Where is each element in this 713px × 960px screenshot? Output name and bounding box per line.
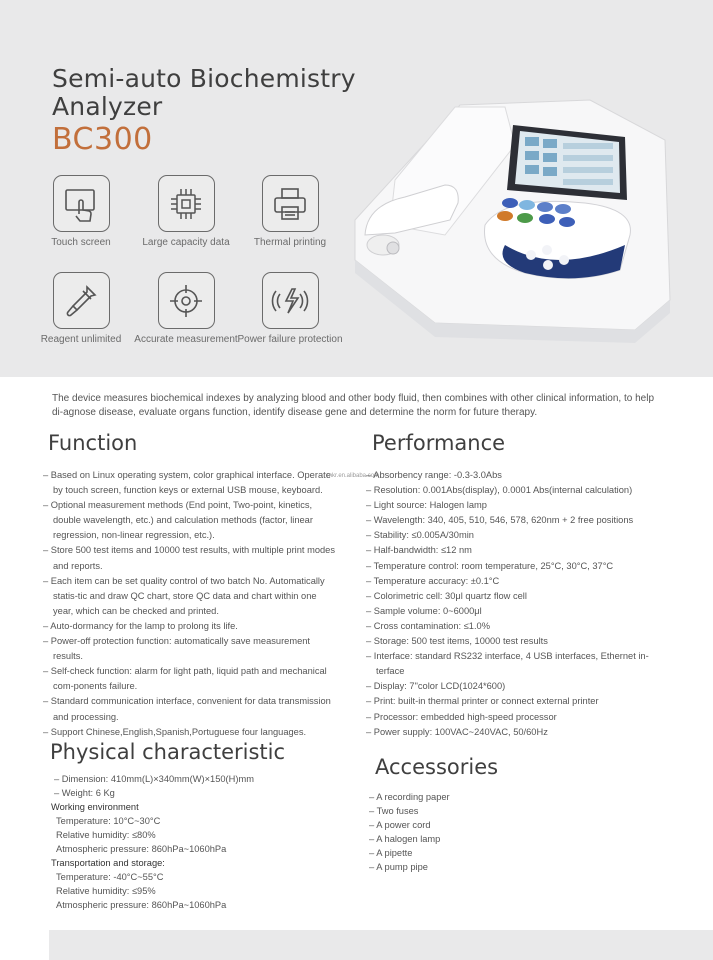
hero-banner [0, 0, 713, 377]
list-item: – Storage: 500 test items, 10000 test results [366, 634, 666, 649]
transport-temperature: Temperature: -40°C~55°C [56, 872, 164, 882]
list-item: – Power-off protection function: automatically save measurement results. [43, 634, 339, 664]
list-item: – Print: built-in thermal printer or connect external printer [366, 694, 666, 709]
footer-band [49, 930, 713, 960]
list-item: – Two fuses [369, 804, 450, 818]
feature-label: Touch screen [51, 237, 111, 248]
feature-label: Accurate measurement [134, 334, 238, 345]
accessories-heading: Accessories [375, 755, 499, 779]
power-icon [262, 272, 319, 329]
transport-storage-title: Transportation and storage: [51, 858, 165, 868]
working-humidity: Relative humidity: ≤80% [56, 830, 156, 840]
list-item: – Standard communication interface, convenient for data transmission and processing. [43, 694, 339, 724]
performance-list [366, 468, 666, 740]
list-item: – A power cord [369, 818, 450, 832]
list-item: – Colorimetric cell: 30μl quartz flow cell [366, 589, 666, 604]
model-name: BC300 [52, 122, 153, 157]
list-item: – Processor: embedded high-speed processor [366, 710, 666, 725]
physical-heading: Physical characteristic [50, 740, 286, 764]
list-item: – Store 500 test items and 10000 test results, with multiple print modes and reports. [43, 543, 339, 573]
list-item: – Auto-dormancy for the lamp to prolong its life. [43, 619, 339, 634]
working-environment-title: Working environment [51, 802, 139, 812]
list-item: – Light source: Halogen lamp [366, 498, 666, 513]
list-item: – Temperature accuracy: ±0.1°C [366, 574, 666, 589]
list-item: – Cross contamination: ≤1.0% [366, 619, 666, 634]
printer-icon [262, 175, 319, 232]
weight-text: – Weight: 6 Kg [51, 786, 254, 800]
list-item: – Support Chinese,English,Spanish,Portuguese four languages. [43, 725, 339, 740]
target-icon [158, 272, 215, 329]
transport-pressure: Atmospheric pressure: 860hPa~1060hPa [56, 900, 227, 910]
list-item: – Self-check function: alarm for light path, liquid path and mechanical com-ponents failure. [43, 664, 339, 694]
function-heading: Function [48, 431, 138, 455]
feature-label: Power failure protection [237, 334, 343, 345]
analyzer-device-image [335, 85, 680, 360]
list-item: – Each item can be set quality control of two batch No. Automatically statis-tic and draw QC chart, store QC data and chart within one year, which can be checked and printed. [43, 574, 339, 619]
feature-large-capacity [131, 175, 241, 248]
list-item: – Interface: standard RS232 interface, 4 USB interfaces, Ethernet in-terface [366, 649, 666, 679]
accessories-list [369, 790, 450, 874]
list-item: – Optional measurement methods (End point, Two-point, kinetics, double wavelength, etc.) and calculation methods (factor, linear regression, non-linear regression, etc.). [43, 498, 339, 543]
list-item: – Temperature control: room temperature, 25°C, 30°C, 37°C [366, 559, 666, 574]
feature-accurate-measurement [131, 272, 241, 345]
touch-screen-icon [53, 175, 110, 232]
feature-reagent-unlimited [26, 272, 136, 345]
working-temperature: Temperature: 10°C~30°C [56, 816, 161, 826]
physical-list [51, 772, 254, 912]
product-title-line2: Analyzer [52, 92, 163, 121]
feature-label: Large capacity data [142, 237, 230, 248]
feature-label: Reagent unlimited [40, 334, 122, 345]
list-item: – A pump pipe [369, 860, 450, 874]
transport-humidity: Relative humidity: ≤95% [56, 886, 156, 896]
feature-power-failure-protection [235, 272, 345, 345]
chip-icon [158, 175, 215, 232]
list-item: – Based on Linux operating system, color graphical interface. Operate by touch screen, function keys or external USB mouse, keyboard. [43, 468, 339, 498]
function-list [43, 468, 339, 740]
product-title-line1: Semi-auto Biochemistry [52, 64, 356, 93]
pipette-icon [53, 272, 110, 329]
list-item: – A halogen lamp [369, 832, 450, 846]
list-item: – Absorbency range: -0.3-3.0Abs [366, 468, 666, 483]
dimension-text: – Dimension: 410mm(L)×340mm(W)×150(H)mm [51, 772, 254, 786]
feature-thermal-printing [235, 175, 345, 248]
feature-touch-screen [26, 175, 136, 248]
list-item: – Resolution: 0.001Abs(display), 0.0001 Abs(internal calculation) [366, 483, 666, 498]
intro-paragraph: The device measures biochemical indexes by analyzing blood and other body fluid, then combines with other clinical information, to help di-agnose disease, evaluate organs function, identify disease gene and determine the norm for future therapy. [52, 393, 655, 418]
list-item: – Wavelength: 340, 405, 510, 546, 578, 620nm + 2 free positions [366, 513, 666, 528]
watermark: mkr.en.alibaba.com [327, 473, 380, 479]
list-item: – A pipette [369, 846, 450, 860]
list-item: – Sample volume: 0~6000μl [366, 604, 666, 619]
list-item: – Half-bandwidth: ≤12 nm [366, 543, 666, 558]
list-item: – A recording paper [369, 790, 450, 804]
performance-heading: Performance [372, 431, 506, 455]
list-item: – Power supply: 100VAC~240VAC, 50/60Hz [366, 725, 666, 740]
feature-label: Thermal printing [253, 237, 327, 248]
list-item: – Stability: ≤0.005A/30min [366, 528, 666, 543]
list-item: – Display: 7"color LCD(1024*600) [366, 679, 666, 694]
working-pressure: Atmospheric pressure: 860hPa~1060hPa [56, 844, 227, 854]
